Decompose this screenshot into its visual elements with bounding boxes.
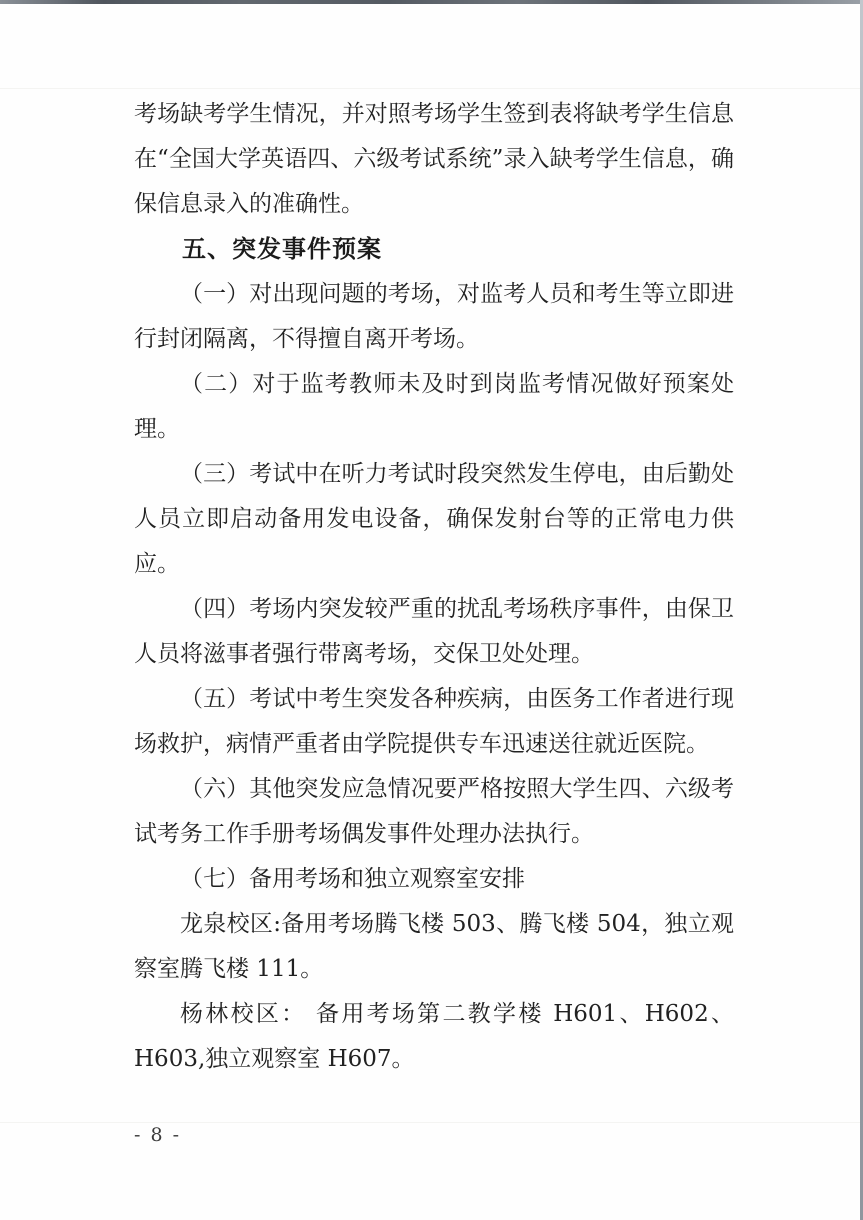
scan-streak-artifact bbox=[0, 1122, 860, 1123]
campus-arrangement-longquan: 龙泉校区:备用考场腾飞楼 503、腾飞楼 504，独立观察室腾飞楼 111。 bbox=[134, 911, 734, 982]
page-number: - 8 - bbox=[134, 1124, 182, 1146]
section-heading-emergency-plan: 五、突发事件预案 bbox=[182, 235, 382, 263]
paragraph-continuation: 考场缺考学生情况，并对照考场学生签到表将缺考学生信息在“全国大学英语四、六级考试系统”录入缺考学生信息，确保信息录入的准确性。 bbox=[134, 101, 734, 217]
emergency-item-6: （六）其他突发应急情况要严格按照大学生四、六级考试考务工作手册考场偶发事件处理办法执行。 bbox=[134, 776, 734, 847]
emergency-item-7: （七）备用考场和独立观察室安排 bbox=[180, 866, 525, 892]
scan-edge-top-artifact bbox=[0, 0, 863, 4]
document-content bbox=[134, 92, 734, 1082]
emergency-item-4: （四）考场内突发较严重的扰乱考场秩序事件，由保卫人员将滋事者强行带离考场，交保卫处处理。 bbox=[134, 596, 734, 667]
emergency-item-1: （一）对出现问题的考场，对监考人员和考生等立即进行封闭隔离，不得擅自离开考场。 bbox=[134, 281, 734, 352]
emergency-item-3: （三）考试中在听力考试时段突然发生停电，由后勤处人员立即启动备用发电设备，确保发射台等的正常电力供应。 bbox=[134, 461, 734, 577]
scan-streak-artifact bbox=[0, 88, 860, 89]
emergency-item-2: （二）对于监考教师未及时到岗监考情况做好预案处理。 bbox=[134, 371, 734, 442]
emergency-item-5: （五）考试中考生突发各种疾病，由医务工作者进行现场救护，病情严重者由学院提供专车迅速送往就近医院。 bbox=[134, 686, 734, 757]
page-footer bbox=[134, 1124, 181, 1146]
campus-arrangement-yanglin: 杨林校区： 备用考场第二教学楼 H601、H602、H603,独立观察室 H607。 bbox=[134, 1001, 734, 1072]
